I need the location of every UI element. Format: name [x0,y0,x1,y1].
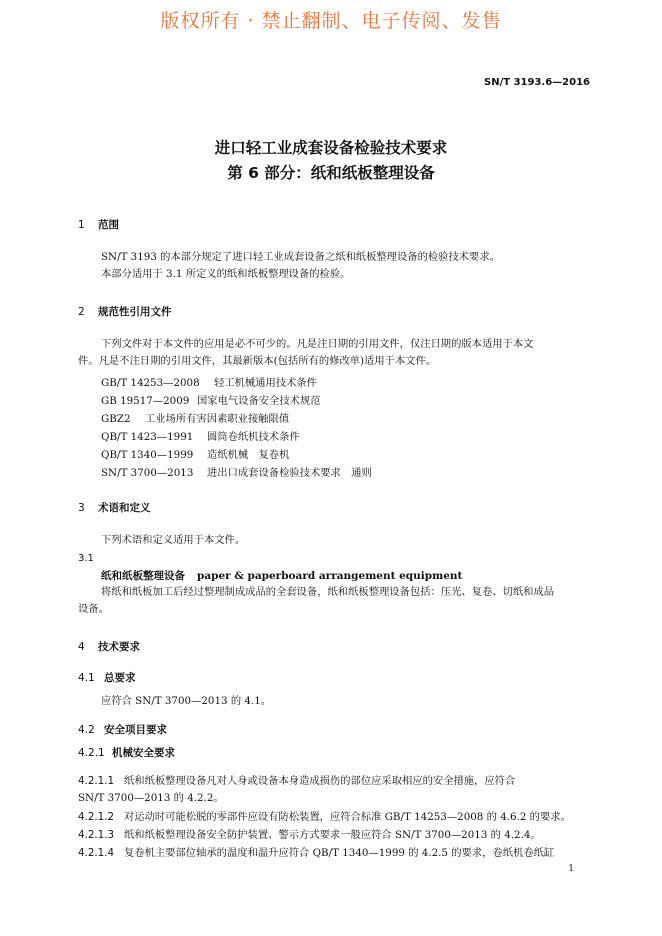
section-title: 技术要求 [98,641,140,653]
document-subtitle: 第 6 部分：纸和纸板整理设备 [227,164,435,182]
paragraph: 应符合 SN/T 3700—2013 的 4.1。 [101,695,272,707]
clause-text: 纸和纸板整理设备凡对人身或设备本身造成损伤的部位应采取相应的安全措施，应符合 [124,775,516,787]
reference-item [101,392,321,407]
clause-text: 复卷机主要部位轴承的温度和温升应符合 QB/T 1340—1999 的 4.2.5 的要求，卷纸机卷纸缸 [124,847,555,859]
definition: 设备。 [78,603,109,615]
clause [78,808,571,823]
reference-code: GB 19517—2009 [101,395,190,407]
document-title: 进口轻工业成套设备检验技术要求 [214,139,448,157]
reference-code: QB/T 1340—1999 [101,449,194,461]
subsection-4-1-heading [78,670,136,685]
section-1-heading [78,217,119,232]
term-entry [101,568,462,583]
paragraph: 件。凡是不注日期的引用文件，其最新版本(包括所有的修改单)适用于本文件。 [78,355,437,367]
section-title: 总要求 [104,672,136,684]
section-3-heading [78,500,151,515]
section-title: 术语和定义 [98,502,151,514]
term-english: paper & paperboard arrangement equipment [197,570,463,582]
reference-code: GB/T 14253—2008 [101,377,200,389]
section-number: 3 [78,502,85,514]
section-title: 规范性引用文件 [98,306,172,318]
paragraph: 下列文件对于本文件的应用是必不可少的。凡是注日期的引用文件，仅注日期的版本适用于本文 [101,338,534,350]
clause [78,844,554,859]
term-number: 3.1 [78,553,94,564]
clause [78,772,515,787]
section-title: 安全项目要求 [104,724,167,736]
reference-name: 国家电气设备安全技术规范 [197,395,321,407]
clause-continuation: SN/T 3700—2013 的 4.2.2。 [78,792,224,804]
section-number: 1 [78,219,85,231]
copyright-watermark: 版权所有 · 禁止翻制、电子传阅、发售 [160,10,502,32]
paragraph: 本部分适用于 3.1 所定义的纸和纸板整理设备的检验。 [101,268,351,280]
subsection-4-2-1-heading [78,745,175,760]
reference-item [101,428,300,443]
page-number: 1 [568,864,574,874]
section-title: 范围 [98,219,119,231]
reference-name: 进出口成套设备检验技术要求 通则 [207,467,372,479]
reference-name: 造纸机械 复卷机 [207,449,290,461]
clause-number: 4.2.1.3 [78,829,115,841]
reference-name: 圆筒卷纸机技术条件 [207,431,300,443]
section-4-heading [78,639,140,654]
paragraph: SN/T 3193 的本部分规定了进口轻工业成套设备之纸和纸板整理设备的检验技术要求。 [101,251,500,263]
reference-name: 工业场所有害因素职业接触限值 [145,413,290,425]
section-title: 机械安全要求 [112,747,175,759]
term-chinese: 纸和纸板整理设备 [101,570,185,582]
clause-text: 纸和纸板整理设备安全防护装置、警示方式要求一般应符合 SN/T 3700—2013 的 4.2.4。 [124,829,541,841]
section-number: 4.2.1 [78,747,105,759]
paragraph: 下列术语和定义适用于本文件。 [101,534,246,546]
definition: 将纸和纸板加工后经过整理制成成品的全套设备，纸和纸板整理设备包括：压光、复卷、切纸和成品 [101,586,555,598]
reference-code: QB/T 1423—1991 [101,431,194,443]
reference-code: GBZ2 [101,413,131,425]
reference-code: SN/T 3700—2013 [101,467,194,479]
subsection-4-2-heading [78,722,167,737]
section-number: 2 [78,306,85,318]
section-number: 4 [78,641,85,653]
reference-item [101,464,372,479]
clause-text: 对运动时可能松脱的零部件应设有防松装置，应符合标准 GB/T 14253—2008 的 4.6.2 的要求。 [124,811,571,823]
section-number: 4.2 [78,724,95,736]
standard-number: SN/T 3193.6—2016 [484,77,590,88]
reference-name: 轻工机械通用技术条件 [214,377,317,389]
reference-item [101,410,289,425]
clause-number: 4.2.1.1 [78,775,115,787]
section-number: 4.1 [78,672,95,684]
section-2-heading [78,304,172,319]
clause-number: 4.2.1.2 [78,811,115,823]
reference-item [101,446,289,461]
clause-number: 4.2.1.4 [78,847,115,859]
clause [78,826,541,841]
reference-item [101,374,317,389]
